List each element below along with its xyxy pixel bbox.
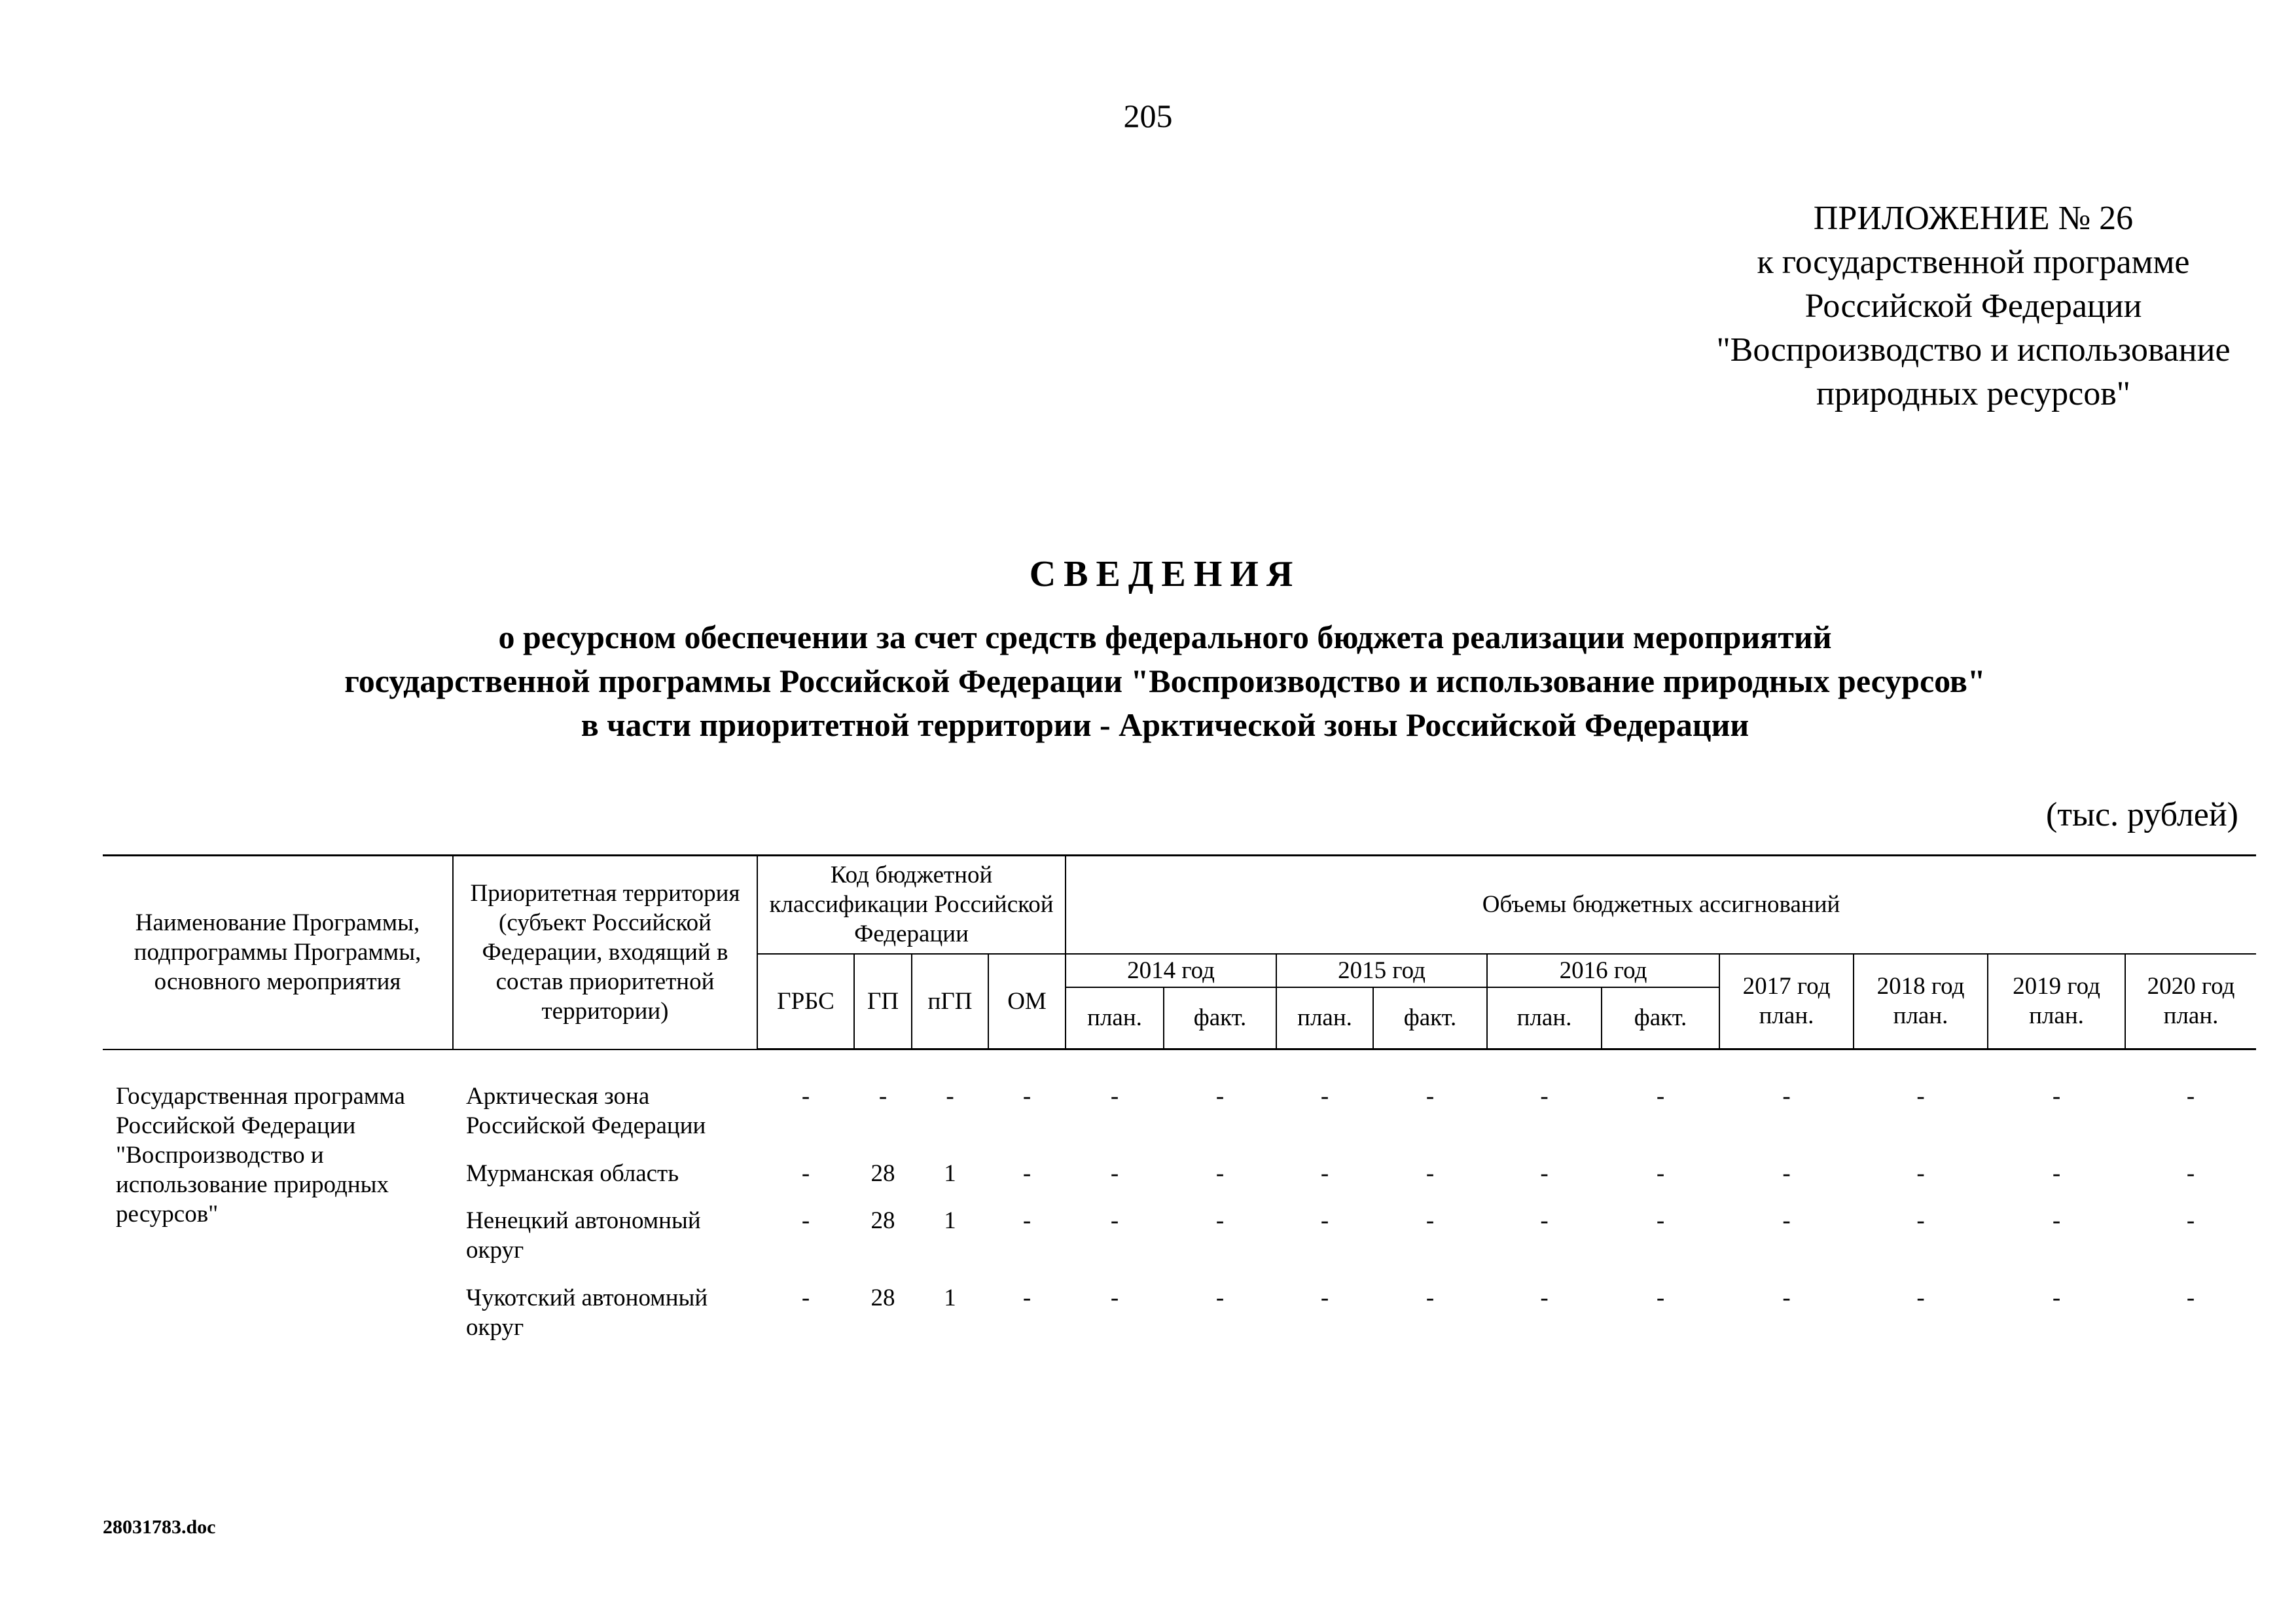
value-cell: - xyxy=(2052,1207,2061,1234)
grbs-cell: - xyxy=(801,1285,810,1311)
value-cell: - xyxy=(1782,1207,1791,1234)
value-cell: - xyxy=(1110,1160,1119,1187)
header-budget-code: Код бюджетной классификации Российской Федерации xyxy=(757,856,1066,954)
header-year-2017: 2017 год план. xyxy=(1719,954,1854,1049)
territory-cell: Арктическая зона Российской Федерации xyxy=(466,1083,706,1139)
header-plan: план. xyxy=(1487,987,1602,1049)
gp-cell: 28 xyxy=(870,1160,895,1187)
om-cell: - xyxy=(1022,1083,1031,1110)
header-year-2020: 2020 год план. xyxy=(2125,954,2256,1049)
value-cell: - xyxy=(1916,1083,1925,1110)
value-cell: - xyxy=(1110,1207,1119,1234)
appendix-line: ПРИЛОЖЕНИЕ № 26 xyxy=(1813,200,2134,237)
pgp-cell: - xyxy=(946,1083,954,1110)
value-cell: - xyxy=(1540,1083,1549,1110)
header-program-name: Наименование Программы, подпрограммы Программы, основного мероприятия xyxy=(103,856,453,1049)
om-cell: - xyxy=(1022,1160,1031,1187)
value-cell: - xyxy=(1656,1083,1665,1110)
value-cell: - xyxy=(2052,1083,2061,1110)
document-title: СВЕДЕНИЯ xyxy=(1029,554,1301,594)
value-cell: - xyxy=(1426,1285,1435,1311)
value-cell: - xyxy=(2052,1285,2061,1311)
appendix-line: Российской Федерации xyxy=(1804,287,2142,325)
territory-cell: Чукотский автономный округ xyxy=(466,1285,708,1341)
resource-table xyxy=(103,854,2256,1360)
appendix-line: "Воспроизводство и использование xyxy=(1716,331,2231,369)
header-year-2014: 2014 год xyxy=(1066,954,1276,987)
grbs-cell: - xyxy=(801,1160,810,1187)
units-label: (тыс. рублей) xyxy=(2045,796,2238,833)
gp-cell: 28 xyxy=(870,1207,895,1234)
pgp-cell: 1 xyxy=(944,1160,956,1187)
header-year-2019: 2019 год план. xyxy=(1988,954,2125,1049)
grbs-cell: - xyxy=(801,1207,810,1234)
header-fact: факт. xyxy=(1164,987,1276,1049)
value-cell: - xyxy=(1320,1160,1329,1187)
value-cell: - xyxy=(2186,1160,2195,1187)
value-cell: - xyxy=(1320,1285,1329,1311)
header-fact: факт. xyxy=(1373,987,1487,1049)
value-cell: - xyxy=(1320,1083,1329,1110)
header-year-2015: 2015 год xyxy=(1276,954,1487,987)
value-cell: - xyxy=(1110,1285,1119,1311)
file-name: 28031783.doc xyxy=(103,1516,216,1538)
grbs-cell: - xyxy=(801,1083,810,1110)
value-cell: - xyxy=(1110,1083,1119,1110)
value-cell: - xyxy=(1782,1160,1791,1187)
table-row xyxy=(103,1082,2256,1159)
value-cell: - xyxy=(1782,1083,1791,1110)
om-cell: - xyxy=(1022,1285,1031,1311)
appendix-block xyxy=(1623,196,2296,416)
value-cell: - xyxy=(1916,1160,1925,1187)
header-territory: Приоритетная территория (субъект Российской Федерации, входящий в состав приоритетной территории) xyxy=(453,856,757,1049)
value-cell: - xyxy=(1426,1160,1435,1187)
value-cell: - xyxy=(1215,1160,1225,1187)
value-cell: - xyxy=(1215,1285,1225,1311)
value-cell: - xyxy=(1782,1285,1791,1311)
value-cell: - xyxy=(1540,1160,1549,1187)
header-volumes: Объемы бюджетных ассигнований xyxy=(1066,856,2256,954)
header-year-2016: 2016 год xyxy=(1487,954,1719,987)
value-cell: - xyxy=(1916,1285,1925,1311)
program-name-cell: Государственная программа Российской Федерации "Воспроизводство и использование природных ресурсов" xyxy=(116,1083,405,1228)
value-cell: - xyxy=(1656,1160,1665,1187)
header-plan: план. xyxy=(1276,987,1373,1049)
appendix-line: к государственной программе xyxy=(1757,244,2190,281)
value-cell: - xyxy=(1656,1285,1665,1311)
territory-cell: Ненецкий автономный округ xyxy=(466,1207,701,1264)
subtitle-line: о ресурсном обеспечении за счет средств федерального бюджета реализации мероприятий xyxy=(498,619,1832,655)
value-cell: - xyxy=(1426,1207,1435,1234)
value-cell: - xyxy=(1320,1207,1329,1234)
header-pgp: пГП xyxy=(912,954,988,1049)
om-cell: - xyxy=(1022,1207,1031,1234)
value-cell: - xyxy=(1540,1285,1549,1311)
value-cell: - xyxy=(1426,1083,1435,1110)
territory-cell: Мурманская область xyxy=(466,1160,679,1187)
pgp-cell: 1 xyxy=(944,1207,956,1234)
value-cell: - xyxy=(2186,1207,2195,1234)
header-plan: план. xyxy=(1066,987,1164,1049)
pgp-cell: 1 xyxy=(944,1285,956,1311)
value-cell: - xyxy=(1215,1083,1225,1110)
gp-cell: 28 xyxy=(870,1285,895,1311)
value-cell: - xyxy=(2052,1160,2061,1187)
value-cell: - xyxy=(2186,1285,2195,1311)
page-number: 205 xyxy=(1123,98,1173,134)
appendix-line: природных ресурсов" xyxy=(1816,375,2130,412)
document-subtitle xyxy=(0,615,2296,747)
subtitle-line: в части приоритетной территории - Арктической зоны Российской Федерации xyxy=(581,706,1749,743)
value-cell: - xyxy=(1916,1207,1925,1234)
header-fact: факт. xyxy=(1602,987,1719,1049)
value-cell: - xyxy=(1656,1207,1665,1234)
header-year-2018: 2018 год план. xyxy=(1854,954,1988,1049)
header-grbs: ГРБС xyxy=(757,954,854,1049)
value-cell: - xyxy=(1215,1207,1225,1234)
header-gp: ГП xyxy=(854,954,912,1049)
subtitle-line: государственной программы Российской Федерации "Воспроизводство и использование природных ресурсов" xyxy=(344,663,1986,699)
value-cell: - xyxy=(2186,1083,2195,1110)
value-cell: - xyxy=(1540,1207,1549,1234)
header-om: ОМ xyxy=(988,954,1066,1049)
gp-cell: - xyxy=(878,1083,888,1110)
